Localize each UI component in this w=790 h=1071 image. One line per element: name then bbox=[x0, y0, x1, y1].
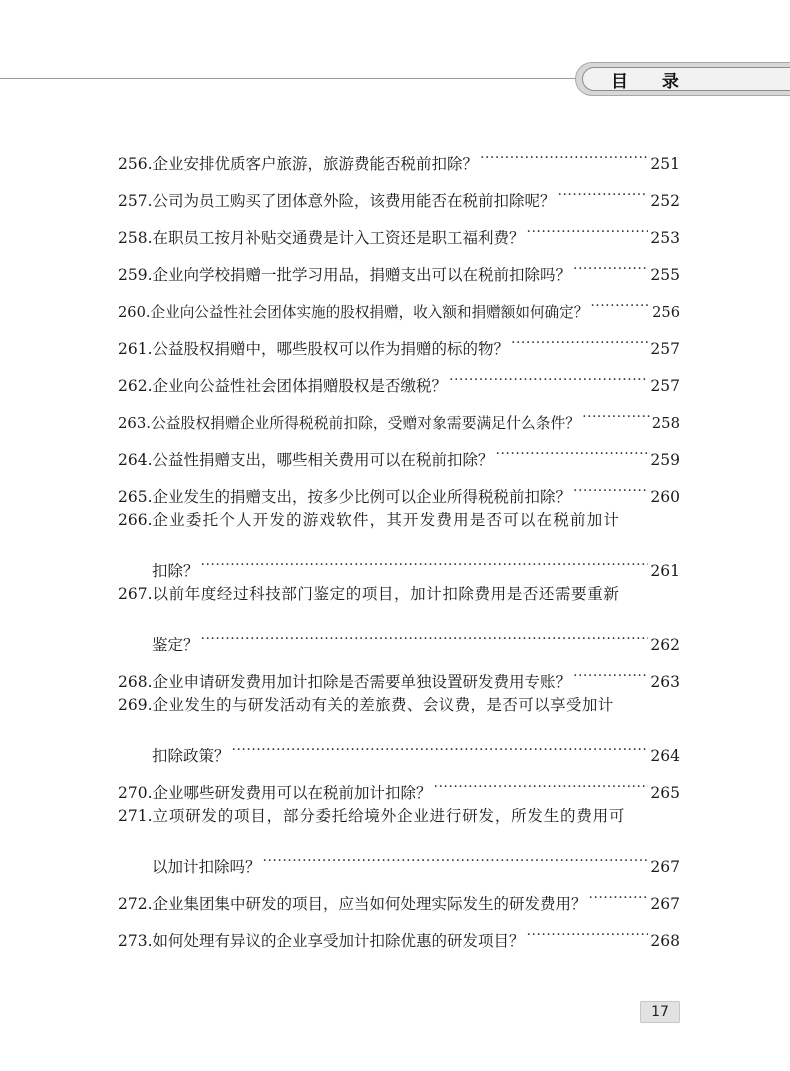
leader-dots bbox=[480, 132, 648, 169]
leader-dots bbox=[232, 724, 649, 761]
entry-page: 267 bbox=[650, 858, 680, 876]
entry-number: 262. bbox=[118, 377, 153, 395]
entry-title-continued: 鉴定？ bbox=[152, 636, 199, 654]
toc-entry-line-2[interactable] bbox=[118, 724, 680, 765]
page-number: 17 bbox=[640, 1001, 680, 1023]
toc-entry-line-1[interactable] bbox=[118, 798, 680, 835]
entry-title: 企业向公益性社会团体实施的股权捐赠，收入额和捐赠额如何确定？ bbox=[150, 304, 589, 321]
toc-entry-line-2[interactable] bbox=[118, 835, 680, 876]
entry-title: 企业发生的与研发活动有关的差旅费、会议费，是否可以享受加计 bbox=[152, 696, 614, 714]
entry-number: 258. bbox=[118, 229, 153, 247]
leader-dots bbox=[201, 539, 649, 576]
entry-number: 272. bbox=[118, 895, 153, 913]
entry-number: 270. bbox=[118, 784, 153, 802]
entry-number: 260. bbox=[118, 304, 151, 321]
toc-entry[interactable] bbox=[118, 650, 680, 691]
entry-page: 263 bbox=[650, 673, 680, 691]
entry-title: 企业向学校捐赠一批学习用品，捐赠支出可以在税前扣除吗？ bbox=[152, 266, 572, 284]
entry-number: 256. bbox=[118, 155, 153, 173]
entry-title: 在职员工按月补贴交通费是计入工资还是职工福利费？ bbox=[152, 229, 525, 247]
entry-page: 253 bbox=[650, 229, 680, 247]
header-tab bbox=[575, 62, 790, 96]
leader-dots bbox=[449, 354, 648, 391]
entry-title: 立项研发的项目，部分委托给境外企业进行研发，所发生的费用可 bbox=[152, 807, 626, 825]
entry-title: 企业发生的捐赠支出，按多少比例可以企业所得税税前扣除？ bbox=[152, 488, 572, 506]
leader-dots bbox=[582, 391, 650, 428]
leader-dots bbox=[573, 650, 648, 687]
entry-page: 264 bbox=[650, 747, 680, 765]
entry-number: 266. bbox=[118, 511, 153, 529]
entry-page: 260 bbox=[650, 488, 680, 506]
entry-number: 263. bbox=[118, 415, 151, 432]
entry-page: 257 bbox=[650, 340, 680, 358]
entry-page: 265 bbox=[650, 784, 680, 802]
entry-number: 267. bbox=[118, 585, 153, 603]
leader-dots bbox=[573, 465, 648, 502]
entry-number: 271. bbox=[118, 807, 153, 825]
entry-page: 268 bbox=[650, 932, 680, 950]
entry-page: 251 bbox=[650, 155, 680, 173]
entry-title: 企业集团集中研发的项目，应当如何处理实际发生的研发费用？ bbox=[152, 895, 587, 913]
page-title: 目 录 bbox=[611, 71, 693, 92]
entry-page: 259 bbox=[650, 451, 680, 469]
entry-title: 企业安排优质客户旅游，旅游费能否税前扣除？ bbox=[152, 155, 479, 173]
leader-dots bbox=[589, 872, 649, 909]
entry-title: 企业委托个人开发的游戏软件，其开发费用是否可以在税前加计 bbox=[152, 511, 621, 529]
leader-dots bbox=[201, 613, 649, 650]
entry-title: 公益性捐赠支出，哪些相关费用可以在税前扣除？ bbox=[152, 451, 494, 469]
entry-page: 261 bbox=[650, 562, 680, 580]
entry-page: 258 bbox=[651, 415, 680, 432]
entry-title: 以前年度经过科技部门鉴定的项目，加计扣除费用是否还需要重新 bbox=[152, 585, 620, 603]
toc-entry[interactable] bbox=[118, 132, 680, 173]
toc-entry-line-1[interactable] bbox=[118, 502, 680, 539]
entry-page: 267 bbox=[650, 895, 680, 913]
leader-dots bbox=[573, 243, 648, 280]
toc-entry-line-1[interactable] bbox=[118, 576, 680, 613]
leader-dots bbox=[590, 280, 650, 317]
entry-title-continued: 以加计扣除吗？ bbox=[152, 858, 261, 876]
header-tab-inner bbox=[582, 67, 790, 91]
entry-title: 企业申请研发费用加计扣除是否需要单独设置研发费用专账？ bbox=[152, 673, 572, 691]
toc-entry-line-2[interactable] bbox=[118, 539, 680, 580]
entry-title: 公益股权捐赠企业所得税税前扣除，受赠对象需要满足什么条件？ bbox=[150, 415, 581, 432]
entry-title: 公益股权捐赠中，哪些股权可以作为捐赠的标的物？ bbox=[152, 340, 510, 358]
entry-number: 261. bbox=[118, 340, 153, 358]
entry-title-continued: 扣除政策？ bbox=[152, 747, 230, 765]
leader-dots bbox=[511, 317, 648, 354]
toc-entry-line-1[interactable] bbox=[118, 687, 680, 724]
entry-number: 265. bbox=[118, 488, 153, 506]
leader-dots bbox=[263, 835, 649, 872]
leader-dots bbox=[527, 909, 649, 946]
entry-page: 262 bbox=[650, 636, 680, 654]
entry-number: 264. bbox=[118, 451, 153, 469]
entry-page: 252 bbox=[650, 192, 680, 210]
entry-number: 257. bbox=[118, 192, 153, 210]
entry-title-continued: 扣除？ bbox=[152, 562, 199, 580]
leader-dots bbox=[434, 761, 649, 798]
table-of-contents bbox=[118, 132, 680, 950]
entry-title: 企业哪些研发费用可以在税前加计扣除？ bbox=[152, 784, 432, 802]
entry-title: 企业向公益性社会团体捐赠股权是否缴税？ bbox=[152, 377, 448, 395]
toc-entry-line-2[interactable] bbox=[118, 613, 680, 654]
entry-number: 269. bbox=[118, 696, 153, 714]
entry-number: 268. bbox=[118, 673, 153, 691]
entry-title: 如何处理有异议的企业享受加计扣除优惠的研发项目？ bbox=[152, 932, 525, 950]
entry-number: 273. bbox=[118, 932, 153, 950]
entry-page: 257 bbox=[650, 377, 680, 395]
entry-title: 公司为员工购买了团体意外险，该费用能否在税前扣除呢？ bbox=[152, 192, 556, 210]
leader-dots bbox=[558, 169, 649, 206]
leader-dots bbox=[527, 206, 649, 243]
entry-page: 256 bbox=[652, 304, 680, 321]
leader-dots bbox=[496, 428, 649, 465]
entry-number: 259. bbox=[118, 266, 153, 284]
entry-page: 255 bbox=[650, 266, 680, 284]
